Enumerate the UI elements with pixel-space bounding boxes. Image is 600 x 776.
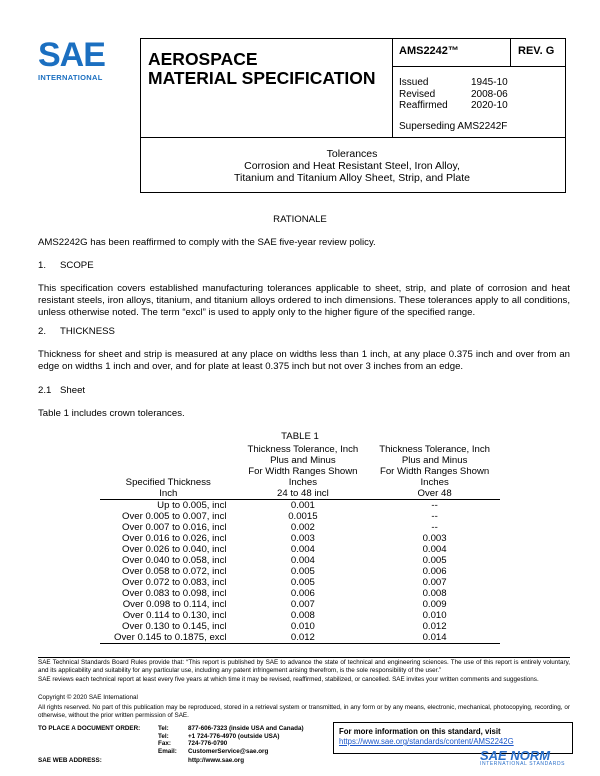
table-cell: Over 0.145 to 0.1875, excl bbox=[100, 632, 237, 644]
tel-label: Tel: bbox=[158, 732, 169, 740]
web-value[interactable]: http://www.sae.org bbox=[188, 757, 245, 765]
title-line: AEROSPACE bbox=[148, 49, 258, 69]
scope-text: This specification covers established manufacturing tolerances applicable to sheet, strip, and plate of corrosion and heat resistant steels, iron alloys, titanium, and titanium alloys ordered to inch dimensions. These tolerances apply to all conditions, unless otherwise noted. The term “excl” is used to apply only to the higher figure of the specified range. bbox=[38, 283, 570, 318]
table-cell: Over 0.040 to 0.058, incl bbox=[121, 555, 227, 566]
table-row bbox=[100, 500, 500, 512]
date-value: 2008-06 bbox=[471, 88, 508, 100]
table-row bbox=[100, 588, 500, 599]
subject-line: Titanium and Titanium Alloy Sheet, Strip, and Plate bbox=[234, 172, 470, 184]
tel-value: +1 724-776-4970 (outside USA) bbox=[188, 732, 280, 740]
col-header-line: 24 to 48 incl bbox=[237, 488, 370, 500]
col-header-line: Thickness Tolerance, Inch bbox=[379, 444, 490, 455]
date-row bbox=[399, 89, 508, 101]
table-row bbox=[100, 566, 500, 577]
table-cell: Over 0.072 to 0.083, incl bbox=[121, 577, 227, 588]
table-cell: 0.003 bbox=[290, 533, 315, 544]
table-cell: Up to 0.005, incl bbox=[157, 500, 227, 511]
table-cell: 0.009 bbox=[422, 599, 447, 610]
date-value: 2020-10 bbox=[471, 100, 508, 111]
table-row bbox=[100, 610, 500, 621]
table-cell: 0.012 bbox=[422, 621, 447, 632]
table-cell: Over 0.016 to 0.026, incl bbox=[121, 533, 227, 544]
rights-note: All rights reserved. No part of this publication may be reproduced, stored in a retrieval system or transmitted, in any form or by any means, electronic, mechanical, photocopying, recording, or otherwise, without the prior written permission of SAE. bbox=[38, 704, 570, 719]
footer-divider bbox=[38, 657, 570, 658]
table-cell: 0.008 bbox=[422, 588, 447, 599]
tel-label: Tel: bbox=[158, 725, 169, 732]
table-cell: -- bbox=[431, 500, 438, 511]
section-number: 2. bbox=[38, 326, 47, 337]
table-cell: 0.008 bbox=[290, 610, 315, 621]
watermark-subtext: INTERNATIONAL STANDARDS bbox=[480, 761, 566, 767]
table-cell: 0.012 bbox=[237, 632, 370, 644]
subject-line: Corrosion and Heat Resistant Steel, Iron Alloy, bbox=[244, 160, 460, 172]
section-heading bbox=[38, 326, 115, 338]
web-label: SAE WEB ADDRESS: bbox=[38, 757, 102, 765]
table-cell: 0.004 bbox=[290, 555, 315, 566]
table-cell: 0.003 bbox=[422, 533, 447, 544]
superseding-note: Superseding AMS2242F bbox=[399, 121, 508, 132]
logo-text: SAE bbox=[38, 36, 105, 74]
table-row bbox=[100, 533, 500, 544]
table-cell: Over 0.114 to 0.130, incl bbox=[122, 610, 227, 621]
table-row bbox=[100, 522, 500, 533]
section-title: THICKNESS bbox=[60, 326, 115, 337]
col-header-line: Thickness Tolerance, Inch bbox=[247, 444, 359, 455]
divider bbox=[392, 66, 565, 67]
rationale-heading: RATIONALE bbox=[273, 214, 327, 225]
date-value: 1945-10 bbox=[471, 77, 508, 88]
section-title: Sheet bbox=[60, 385, 86, 396]
table-cell: 0.004 bbox=[422, 544, 447, 555]
rationale-text: AMS2242G has been reaffirmed to comply with the SAE five-year review policy. bbox=[38, 237, 376, 248]
table-body bbox=[100, 500, 500, 644]
table-row bbox=[100, 555, 500, 566]
date-row bbox=[399, 77, 508, 89]
board-rules: SAE Technical Standards Board Rules provide that: “This report is published by SAE to advance the state of technical and engineering sciences. The use of this report is entirely voluntary, and its applicability and suitability for any particular use, including any patent infringement arising therefrom, is the sole responsibility of the user.” bbox=[38, 659, 570, 674]
tolerance-table bbox=[100, 444, 500, 644]
table-cell: 0.007 bbox=[422, 577, 447, 588]
section-heading bbox=[38, 385, 85, 397]
table-cell: -- bbox=[431, 522, 438, 533]
watermark-text: SAE NORM bbox=[480, 748, 551, 763]
info-title: For more information on this standard, visit bbox=[339, 727, 501, 736]
table-cell: 0.006 bbox=[290, 588, 315, 599]
table-cell: Over 0.005 to 0.007, incl bbox=[121, 511, 227, 522]
subject-line: Tolerances bbox=[326, 148, 378, 160]
table-cell: 0.010 bbox=[290, 621, 315, 632]
table-cell: 0.010 bbox=[422, 610, 447, 621]
col-header-line: Inches bbox=[420, 477, 449, 488]
subject-text bbox=[140, 148, 564, 184]
table-row bbox=[100, 577, 500, 588]
table-cell: 0.005 bbox=[422, 555, 447, 566]
spec-title bbox=[148, 50, 388, 88]
date-row bbox=[399, 100, 508, 112]
divider bbox=[510, 38, 511, 66]
table-cell: Over 0.007 to 0.016, incl bbox=[121, 522, 227, 533]
fax-value: 724-776-0790 bbox=[188, 740, 228, 748]
table-cell: Over 0.083 to 0.098, incl bbox=[121, 588, 227, 599]
col-header-line: Plus and Minus bbox=[401, 455, 468, 466]
table-cell: 0.002 bbox=[290, 522, 315, 533]
col-header-line: For Width Ranges Shown bbox=[379, 466, 490, 477]
table-cell: Over 0.130 to 0.145, incl bbox=[121, 621, 227, 632]
section-number: 1. bbox=[38, 260, 47, 271]
table-row bbox=[100, 621, 500, 632]
table-row bbox=[100, 632, 500, 644]
revision-label: REV. G bbox=[518, 45, 555, 57]
col-header-line: Plus and Minus bbox=[270, 455, 336, 466]
logo-subtext: INTERNATIONAL bbox=[38, 73, 103, 82]
divider bbox=[392, 38, 393, 137]
order-label: TO PLACE A DOCUMENT ORDER: bbox=[38, 725, 141, 732]
col-header-line: Inch bbox=[100, 488, 237, 500]
watermark bbox=[480, 748, 598, 776]
table-cell: Over 0.098 to 0.114, incl bbox=[122, 599, 227, 610]
tel-value: 877-606-7323 (inside USA and Canada) bbox=[188, 725, 304, 732]
section-heading bbox=[38, 260, 94, 272]
date-label: Revised bbox=[399, 88, 436, 100]
standard-link[interactable]: https://www.sae.org/standards/content/AMS2242G bbox=[339, 737, 514, 746]
date-list bbox=[399, 77, 508, 112]
table-cell: 0.007 bbox=[290, 599, 315, 610]
order-info bbox=[38, 725, 304, 765]
table-cell: Over 0.026 to 0.040, incl bbox=[121, 544, 227, 555]
col-header-line: For Width Ranges Shown bbox=[248, 466, 358, 477]
sheet-text: Table 1 includes crown tolerances. bbox=[38, 408, 185, 419]
table-cell: 0.005 bbox=[290, 566, 315, 577]
section-number: 2.1 bbox=[38, 385, 52, 396]
table-row bbox=[100, 511, 500, 522]
col-header-line: Specified Thickness bbox=[125, 477, 211, 488]
document-number: AMS2242™ bbox=[399, 45, 459, 57]
email-value[interactable]: CustomerService@sae.org bbox=[188, 747, 269, 755]
table-row bbox=[100, 599, 500, 610]
table-cell: 0.001 bbox=[290, 500, 315, 511]
table-cell: 0.014 bbox=[369, 632, 500, 644]
table-cell: 0.0015 bbox=[288, 511, 318, 522]
date-label: Issued bbox=[399, 77, 429, 88]
col-header-line: Over 48 bbox=[369, 488, 500, 500]
review-note: SAE reviews each technical report at least every five years at which time it may be revised, reaffirmed, stabilized, or cancelled. SAE invites your written comments and suggestions. bbox=[38, 676, 539, 683]
title-line: MATERIAL SPECIFICATION bbox=[148, 68, 376, 88]
table-cell: -- bbox=[431, 511, 438, 522]
table-cell: Over 0.058 to 0.072, incl bbox=[121, 566, 227, 577]
section-title: SCOPE bbox=[60, 260, 94, 271]
date-label: Reaffirmed bbox=[399, 100, 448, 111]
col-header-line: Inches bbox=[288, 477, 317, 488]
table-title: TABLE 1 bbox=[281, 431, 319, 442]
table-cell: 0.004 bbox=[290, 544, 315, 555]
copyright: Copyright © 2020 SAE International bbox=[38, 694, 138, 701]
sae-logo bbox=[38, 38, 120, 84]
thickness-text: Thickness for sheet and strip is measured at any place on widths less than 1 inch, at any place 0.375 inch and over from an edge on widths 1 inch and over, and for plate at least 0.375 inch but not over 3 inches from an edge. bbox=[38, 349, 570, 372]
fax-label: Fax: bbox=[158, 740, 171, 748]
table-row bbox=[100, 544, 500, 555]
table-cell: 0.005 bbox=[290, 577, 315, 588]
table-cell: 0.006 bbox=[422, 566, 447, 577]
email-label: Email: bbox=[158, 747, 177, 755]
